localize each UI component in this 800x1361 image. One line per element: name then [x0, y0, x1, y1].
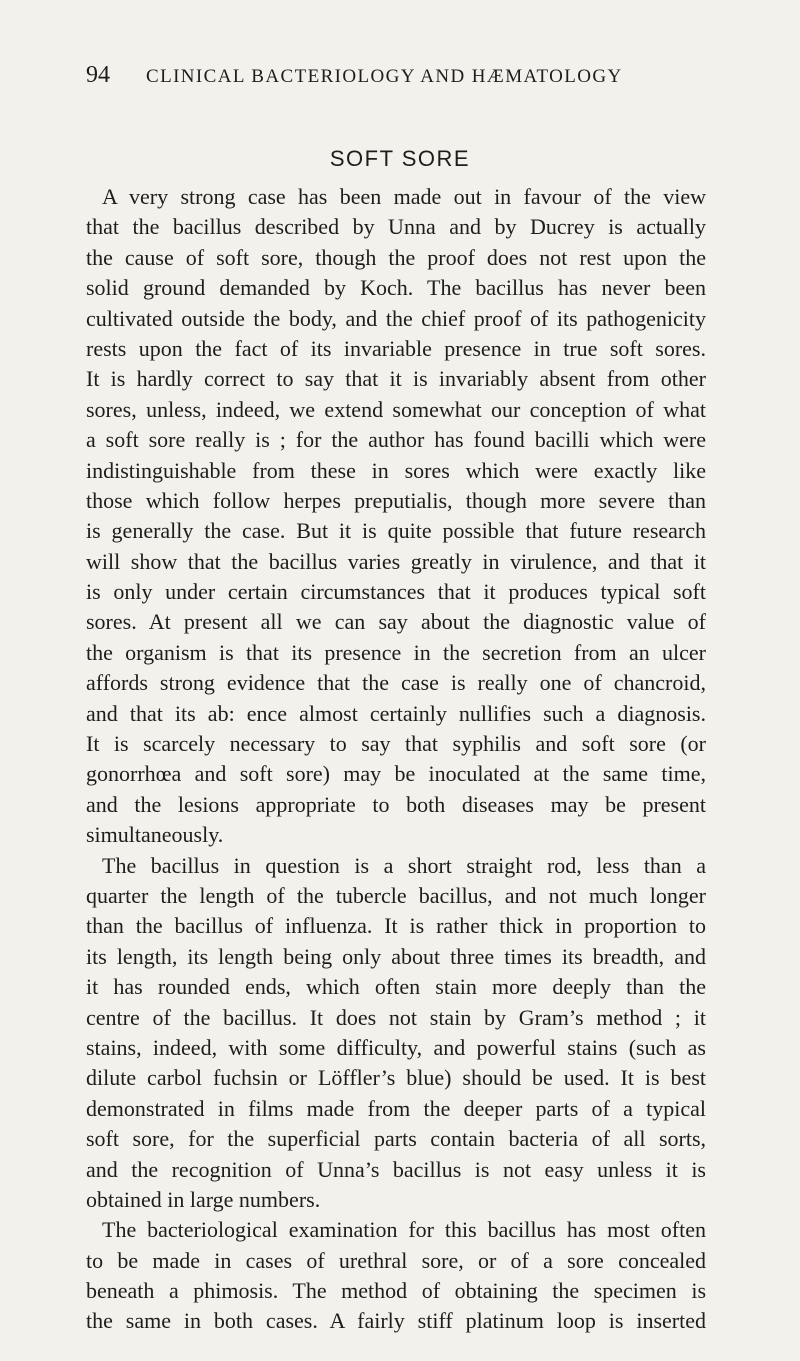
- text-line: those which follow herpes preputialis, though more severe than: [86, 487, 706, 513]
- section-heading: SOFT SORE: [329, 146, 471, 171]
- text-line: centre of the bacillus. It does not stain by Gram’s method ; it: [86, 1004, 706, 1030]
- text-line: cultivated outside the body, and the chief proof of its pathogenicity: [86, 305, 706, 331]
- text-line: soft sore, for the superficial parts contain bacteria of all sorts,: [86, 1126, 706, 1152]
- text-line: a soft sore really is ; for the author has found bacilli which were: [86, 427, 706, 453]
- text-line: It is scarcely necessary to say that syphilis and soft sore (or: [86, 731, 706, 757]
- running-head: [86, 62, 706, 94]
- text-line: solid ground demanded by Koch. The bacillus has never been: [86, 275, 706, 301]
- text-line: beneath a phimosis. The method of obtaining the specimen is: [86, 1278, 706, 1304]
- text-line: simultaneously.: [86, 822, 224, 848]
- text-line: sores. At present all we can say about the diagnostic value of: [86, 609, 706, 635]
- text-line: rests upon the fact of its invariable presence in true soft sores.: [86, 335, 706, 361]
- text-line: than the bacillus of influenza. It is rather thick in proportion to: [86, 913, 706, 939]
- text-line: it has rounded ends, which often stain more deeply than the: [86, 974, 706, 1000]
- text-line: its length, its length being only about three times its breadth, and: [86, 943, 706, 969]
- text-line: It is hardly correct to say that it is invariably absent from other: [86, 366, 706, 392]
- text-line: will show that the bacillus varies greatly in virulence, and that it: [86, 548, 706, 574]
- text-line: to be made in cases of urethral sore, or of a sore concealed: [86, 1247, 706, 1273]
- text-line: that the bacillus described by Unna and by Ducrey is actually: [86, 214, 706, 240]
- text-line: quarter the length of the tubercle bacillus, and not much longer: [86, 882, 706, 908]
- text-line: A very strong case has been made out in favour of the view: [102, 184, 706, 209]
- text-line: The bacteriological examination for this bacillus has most often: [102, 1217, 706, 1243]
- text-line: and the recognition of Unna’s bacillus is not easy unless it is: [86, 1156, 706, 1182]
- text-line: indistinguishable from these in sores which were exactly like: [86, 457, 706, 483]
- body-text: [86, 182, 706, 1337]
- text-line: demonstrated in films made from the deeper parts of a typical: [86, 1095, 706, 1121]
- text-line: is only under certain circumstances that it produces typical soft: [86, 579, 706, 605]
- text-line: affords strong evidence that the case is really one of chancroid,: [86, 670, 706, 696]
- text-line: the same in both cases. A fairly stiff platinum loop is inserted: [86, 1308, 706, 1334]
- text-line: the organism is that its presence in the secretion from an ulcer: [86, 639, 706, 665]
- text-line: stains, indeed, with some difficulty, and powerful stains (such as: [86, 1034, 706, 1060]
- text-line: dilute carbol fuchsin or Löffler’s blue) should be used. It is best: [86, 1065, 706, 1091]
- running-title: CLINICAL BACTERIOLOGY AND HÆMATOLOGY: [146, 66, 623, 87]
- page-number: 94: [86, 62, 110, 88]
- text-line: gonorrhœa and soft sore) may be inoculated at the same time,: [86, 761, 706, 787]
- text-line: obtained in large numbers.: [86, 1186, 321, 1212]
- text-line: the cause of soft sore, though the proof does not rest upon the: [86, 244, 706, 270]
- text-line: and the lesions appropriate to both diseases may be present: [86, 791, 706, 817]
- text-line: sores, unless, indeed, we extend somewhat our conception of what: [86, 396, 706, 422]
- text-line: is generally the case. But it is quite possible that future research: [86, 518, 706, 544]
- text-line: and that its ab: ence almost certainly nullifies such a diagnosis.: [86, 700, 706, 726]
- text-line: The bacillus in question is a short straight rod, less than a: [102, 852, 706, 878]
